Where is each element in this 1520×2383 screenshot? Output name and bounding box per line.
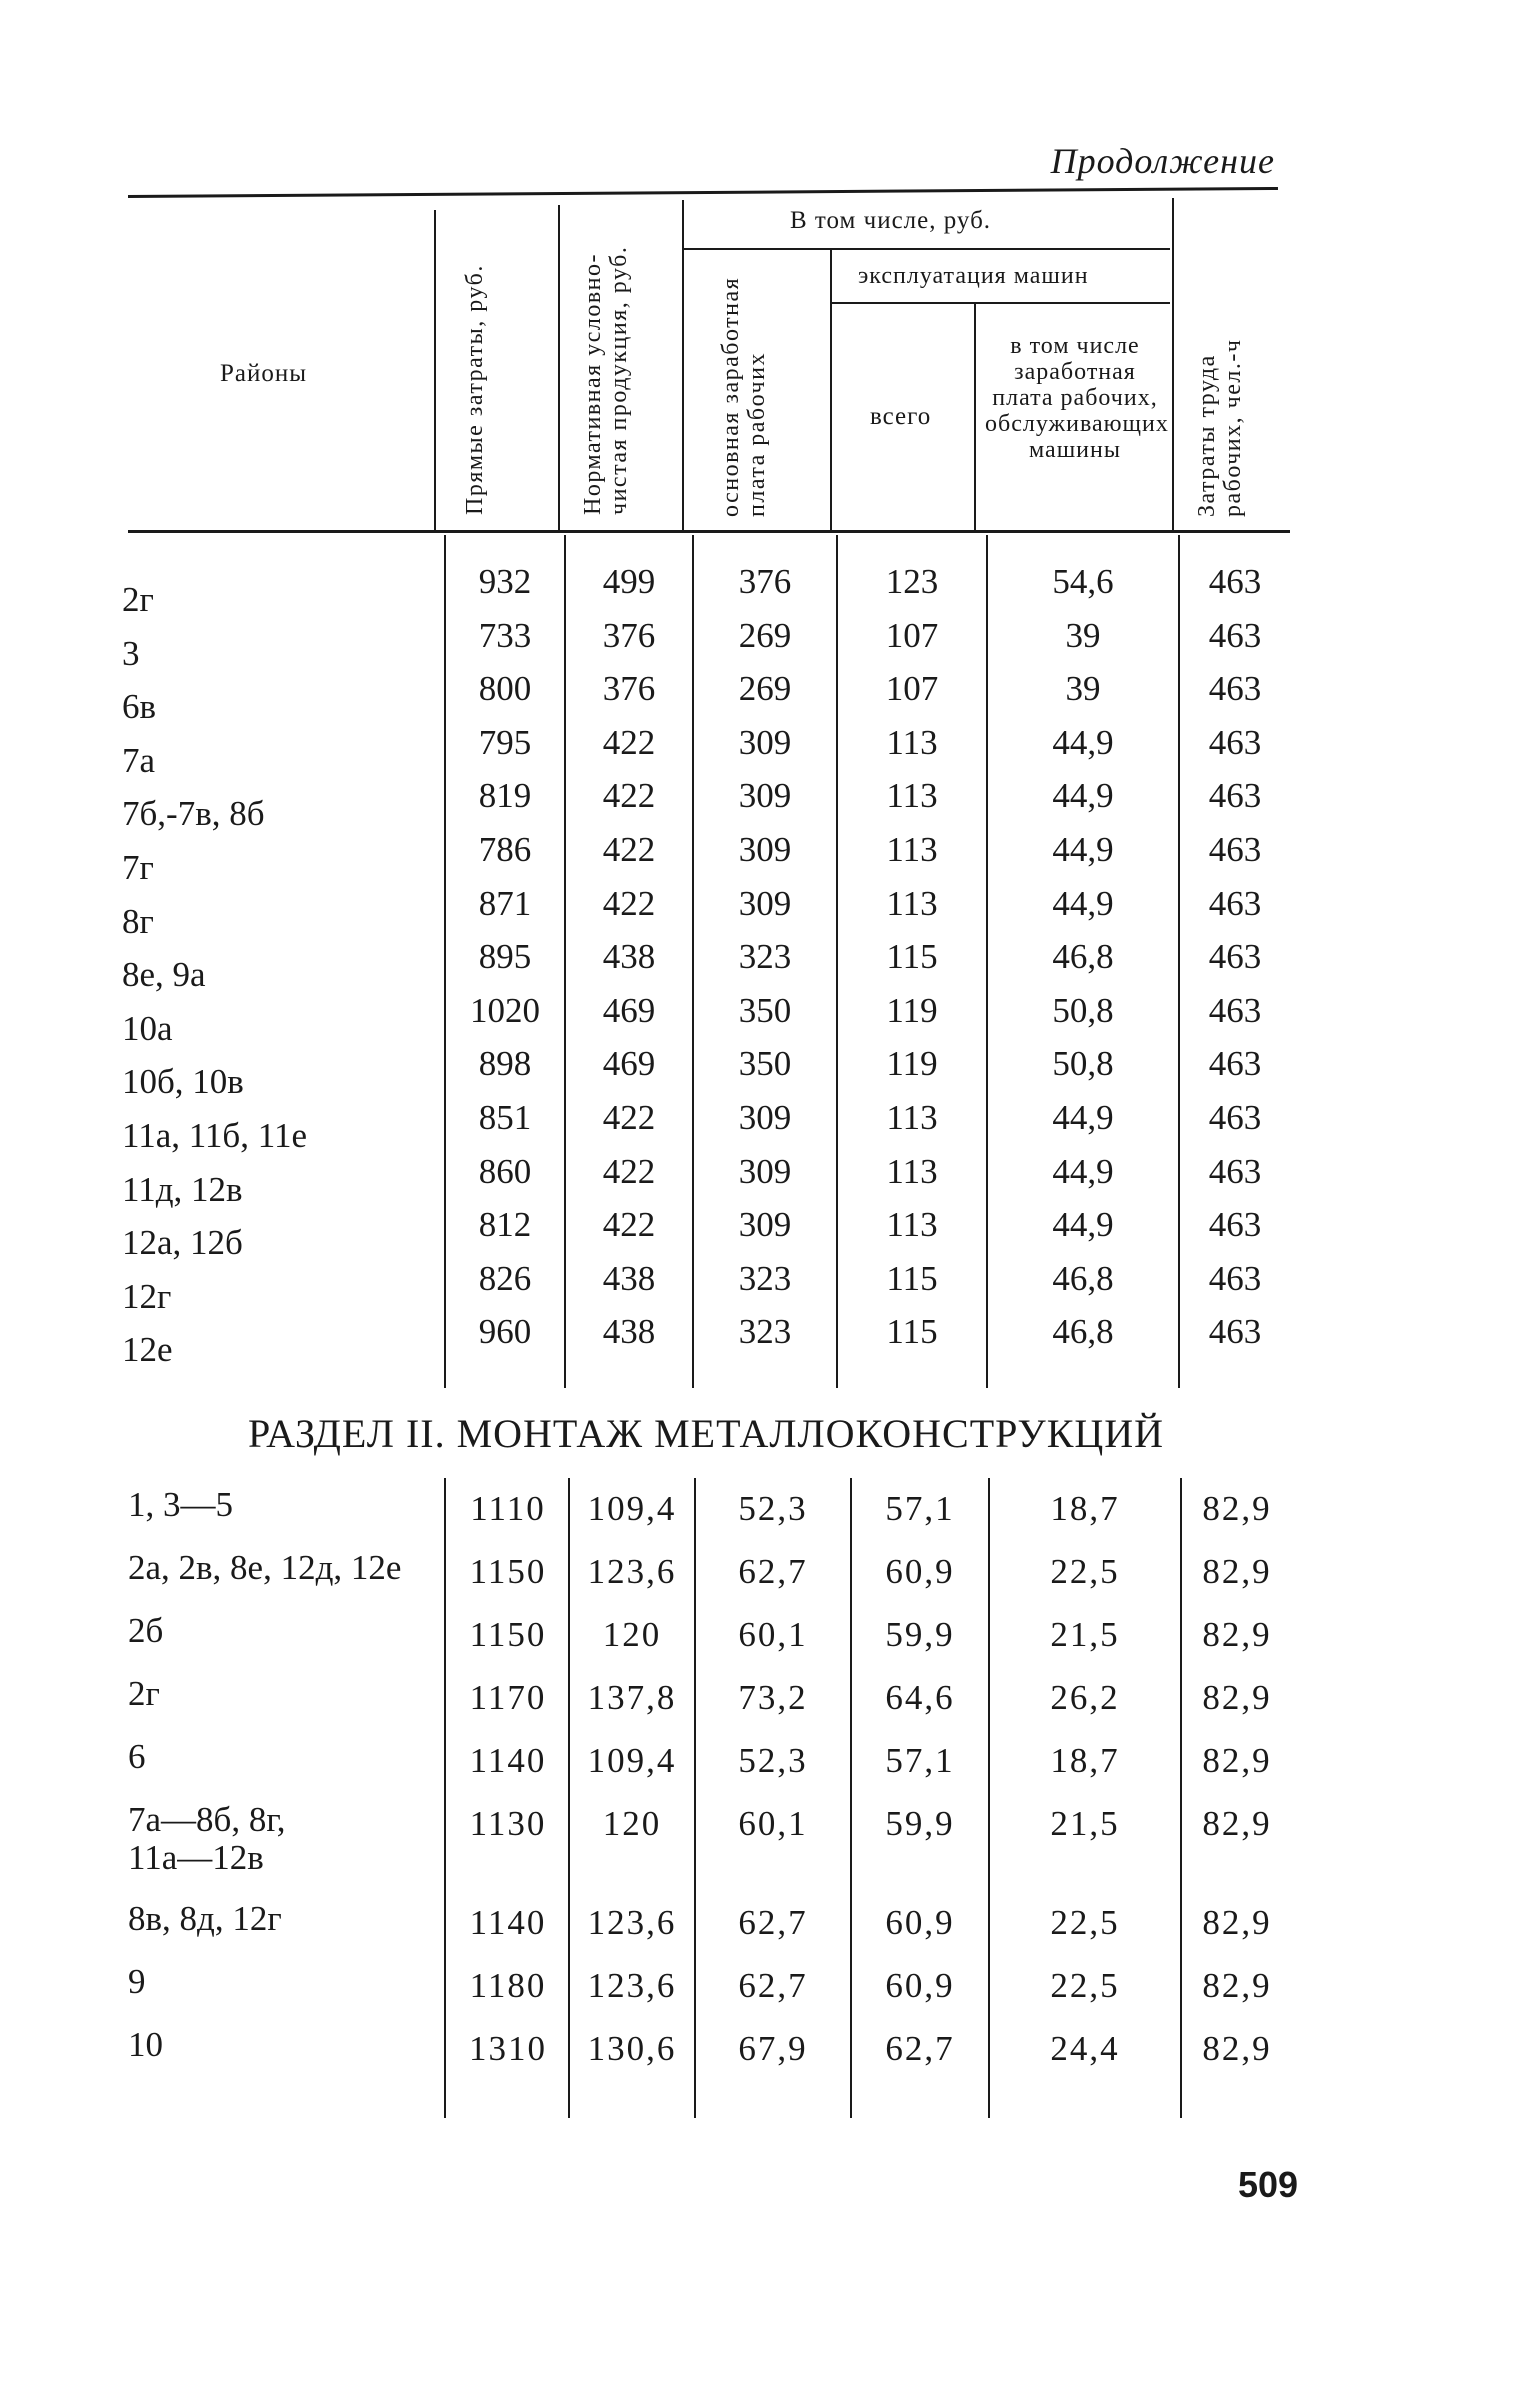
value-cell: 44,9: [1052, 830, 1114, 869]
value-cell: 1150: [469, 1552, 547, 1591]
district-cell: 12е: [122, 1330, 173, 1370]
value-cell: 463: [1208, 830, 1262, 869]
value-cell: 812: [478, 1205, 532, 1245]
value-cell: 50,8: [1052, 1044, 1114, 1084]
value-cell: 463: [1208, 1151, 1262, 1191]
value-cell: 422: [602, 1098, 656, 1137]
value-cell: 52,3: [738, 1741, 808, 1780]
value-cell: 115: [886, 1312, 938, 1352]
district-cell: 2г: [128, 1674, 160, 1713]
value-cell: 21,5: [1050, 1804, 1120, 1843]
value-cell: 860: [478, 1151, 532, 1191]
value-cell: 323: [738, 937, 792, 977]
value-cell: 309: [738, 830, 792, 869]
district-cell: 8в, 8д, 12г: [128, 1899, 282, 1938]
value-cell: 82,9: [1202, 1741, 1272, 1780]
value-cell: 64,6: [885, 1678, 955, 1717]
value-cell: 18,7: [1050, 1741, 1120, 1780]
value-cell: 376: [602, 615, 656, 655]
district-cell: 10: [128, 2025, 163, 2064]
value-cell: 60,1: [738, 1804, 808, 1843]
value-cell: 119: [886, 1044, 938, 1084]
value-cell: 113: [886, 1205, 938, 1245]
incl-wage-header: в том числе заработная плата рабочих, обслуживающих машины: [985, 333, 1169, 463]
value-cell: 1140: [469, 1741, 547, 1780]
value-cell: 119: [886, 990, 938, 1030]
value-cell: 960: [478, 1312, 532, 1352]
incl-group-header: В том числе, руб.: [790, 207, 992, 234]
value-cell: 469: [602, 990, 656, 1030]
district-header: Районы: [220, 360, 308, 387]
value-cell: 82,9: [1202, 2029, 1272, 2068]
value-cell: 60,9: [885, 1903, 955, 1942]
value-cell: 44,9: [1052, 776, 1114, 816]
total-header: всего: [870, 403, 932, 430]
district-cell: 6в: [122, 687, 157, 727]
value-cell: 62,7: [738, 1552, 808, 1591]
page-number: 509: [1238, 2164, 1299, 2205]
value-cell: 54,6: [1052, 562, 1114, 601]
value-cell: 113: [886, 776, 938, 816]
value-cell: 82,9: [1202, 1966, 1272, 2005]
header-vrule: [830, 250, 832, 530]
value-cell: 82,9: [1202, 1804, 1272, 1843]
value-cell: 113: [886, 883, 938, 923]
base-wage-header: основная заработная плата рабочих: [718, 276, 770, 517]
district-cell: 2б: [128, 1611, 164, 1650]
value-cell: 463: [1208, 883, 1262, 923]
value-cell: 62,7: [738, 1903, 808, 1942]
header-top-rule: [128, 187, 1278, 198]
value-cell: 1180: [469, 1966, 547, 2005]
district-cell: 6: [128, 1737, 146, 1776]
value-cell: 1170: [469, 1678, 547, 1717]
value-cell: 463: [1208, 1258, 1262, 1298]
value-cell: 309: [738, 1205, 792, 1245]
value-cell: 46,8: [1052, 1258, 1114, 1298]
normative-net-header: Нормативная условно-чистая продукция, руб.: [580, 245, 632, 515]
value-cell: 422: [602, 883, 656, 923]
value-cell: 422: [602, 1151, 656, 1191]
value-cell: 463: [1208, 1098, 1262, 1137]
value-cell: 323: [738, 1312, 792, 1352]
header-bottom-rule: [128, 530, 1290, 533]
value-cell: 39: [1065, 615, 1101, 655]
district-cell: 2а, 2в, 8е, 12д, 12е: [128, 1548, 402, 1587]
header-vrule: [682, 200, 684, 530]
value-cell: 309: [738, 1151, 792, 1191]
value-cell: 463: [1208, 669, 1262, 709]
value-cell: 44,9: [1052, 1151, 1114, 1191]
value-cell: 438: [602, 937, 656, 977]
value-cell: 44,9: [1052, 1205, 1114, 1245]
district-cell: 9: [128, 1962, 146, 2001]
district-cell: 7г: [122, 848, 154, 887]
district-cell: 8е, 9а: [122, 955, 206, 995]
value-cell: 130,6: [587, 2029, 677, 2068]
value-cell: 499: [602, 562, 656, 601]
value-cell: 123,6: [587, 1552, 677, 1591]
value-cell: 819: [478, 776, 532, 816]
value-cell: 107: [885, 669, 939, 709]
value-cell: 438: [602, 1258, 656, 1298]
district-cell: 7а: [122, 740, 156, 780]
value-cell: 786: [478, 830, 532, 869]
value-cell: 323: [738, 1258, 792, 1298]
value-cell: 1140: [469, 1903, 547, 1942]
district-cell: 12а, 12б: [122, 1223, 243, 1263]
header-vrule: [974, 302, 976, 530]
machine-ops-header: эксплуатация машин: [858, 263, 1089, 289]
value-cell: 22,5: [1050, 1552, 1120, 1591]
value-cell: 62,7: [738, 1966, 808, 2005]
incl-group-rule: [682, 248, 1170, 250]
value-cell: 895: [478, 937, 532, 977]
value-cell: 115: [886, 1258, 938, 1298]
value-cell: 851: [478, 1098, 532, 1137]
header-vrule: [1172, 198, 1174, 530]
value-cell: 39: [1065, 669, 1101, 709]
value-cell: 463: [1208, 722, 1262, 762]
value-cell: 463: [1208, 990, 1262, 1030]
value-cell: 59,9: [885, 1804, 955, 1843]
continued-label: Продолжение: [1050, 141, 1275, 181]
value-cell: 463: [1208, 1312, 1262, 1352]
header-vrule: [558, 205, 560, 530]
value-cell: 123,6: [587, 1903, 677, 1942]
value-cell: 1150: [469, 1615, 547, 1654]
value-cell: 1310: [469, 2029, 547, 2068]
district-cell: 10б, 10в: [122, 1062, 244, 1102]
value-cell: 733: [478, 615, 532, 655]
value-cell: 269: [738, 615, 792, 655]
header-vrule: [434, 210, 436, 530]
value-cell: 113: [886, 722, 938, 762]
value-cell: 120: [602, 1615, 662, 1654]
value-cell: 376: [738, 562, 792, 601]
value-cell: 376: [602, 669, 656, 709]
value-cell: 800: [478, 669, 532, 709]
value-cell: 137,8: [587, 1678, 677, 1717]
value-cell: 350: [738, 1044, 792, 1084]
value-cell: 22,5: [1050, 1903, 1120, 1942]
value-cell: 932: [478, 562, 532, 601]
value-cell: 1130: [469, 1804, 547, 1843]
value-cell: 107: [885, 615, 939, 655]
value-cell: 898: [478, 1044, 532, 1084]
value-cell: 82,9: [1202, 1615, 1272, 1654]
value-cell: 422: [602, 722, 656, 762]
district-cell: 12г: [122, 1276, 172, 1316]
value-cell: 1110: [470, 1489, 546, 1528]
value-cell: 309: [738, 776, 792, 816]
value-cell: 67,9: [738, 2029, 808, 2068]
value-cell: 826: [478, 1258, 532, 1298]
value-cell: 1020: [470, 990, 540, 1030]
district-cell: 11а, 11б, 11е: [122, 1116, 307, 1155]
value-cell: 50,8: [1052, 990, 1114, 1030]
district-cell: 3: [122, 633, 140, 673]
value-cell: 109,4: [587, 1741, 677, 1780]
value-cell: 18,7: [1050, 1489, 1120, 1528]
value-cell: 463: [1208, 776, 1262, 816]
value-cell: 113: [886, 1098, 938, 1137]
district-cell: 8г: [122, 901, 154, 941]
value-cell: 463: [1208, 1205, 1262, 1245]
district-cell: 2г: [122, 580, 154, 619]
value-cell: 22,5: [1050, 1966, 1120, 2005]
value-cell: 123: [885, 562, 939, 601]
district-cell: 7а—8б, 8г,: [128, 1800, 286, 1839]
district-cell: 7б,-7в, 8б: [122, 794, 265, 834]
value-cell: 309: [738, 1098, 792, 1137]
value-cell: 795: [478, 722, 532, 762]
value-cell: 309: [738, 883, 792, 923]
value-cell: 463: [1208, 562, 1262, 601]
value-cell: 60,9: [885, 1552, 955, 1591]
value-cell: 115: [886, 937, 938, 977]
value-cell: 59,9: [885, 1615, 955, 1654]
value-cell: 73,2: [738, 1678, 808, 1717]
district-cell: 11д, 12в: [122, 1169, 243, 1209]
value-cell: 309: [738, 722, 792, 762]
value-cell: 24,4: [1050, 2029, 1120, 2068]
machine-ops-rule: [832, 302, 1170, 304]
value-cell: 57,1: [885, 1741, 955, 1780]
value-cell: 82,9: [1202, 1678, 1272, 1717]
value-cell: 350: [738, 990, 792, 1030]
labor-header: Затраты труда рабочих, чел.-ч: [1194, 338, 1246, 517]
value-cell: 469: [602, 1044, 656, 1084]
value-cell: 52,3: [738, 1489, 808, 1528]
value-cell: 82,9: [1202, 1552, 1272, 1591]
value-cell: 109,4: [587, 1489, 677, 1528]
value-cell: 60,9: [885, 1966, 955, 2005]
district-cell-line2: 11а—12в: [128, 1838, 264, 1877]
value-cell: 44,9: [1052, 883, 1114, 923]
value-cell: 46,8: [1052, 1312, 1114, 1352]
district-cell: 10а: [122, 1008, 173, 1048]
value-cell: 422: [602, 776, 656, 816]
section2-title: РАЗДЕЛ II. МОНТАЖ МЕТАЛЛОКОНСТРУКЦИЙ: [248, 1411, 1165, 1456]
value-cell: 463: [1208, 937, 1262, 977]
value-cell: 26,2: [1050, 1678, 1120, 1717]
value-cell: 44,9: [1052, 1098, 1114, 1137]
value-cell: 113: [886, 830, 938, 869]
value-cell: 422: [602, 1205, 656, 1245]
value-cell: 113: [886, 1151, 938, 1191]
value-cell: 269: [738, 669, 792, 709]
value-cell: 463: [1208, 1044, 1262, 1084]
value-cell: 60,1: [738, 1615, 808, 1654]
value-cell: 46,8: [1052, 937, 1114, 977]
value-cell: 57,1: [885, 1489, 955, 1528]
value-cell: 123,6: [587, 1966, 677, 2005]
value-cell: 82,9: [1202, 1489, 1272, 1528]
value-cell: 422: [602, 830, 656, 869]
direct-costs-header: Прямые затраты, руб.: [462, 264, 488, 515]
value-cell: 82,9: [1202, 1903, 1272, 1942]
district-cell: 1, 3—5: [128, 1485, 233, 1524]
value-cell: 21,5: [1050, 1615, 1120, 1654]
value-cell: 438: [602, 1312, 656, 1352]
value-cell: 44,9: [1052, 722, 1114, 762]
value-cell: 871: [478, 883, 532, 923]
value-cell: 463: [1208, 615, 1262, 655]
value-cell: 120: [602, 1804, 662, 1843]
value-cell: 62,7: [885, 2029, 955, 2068]
